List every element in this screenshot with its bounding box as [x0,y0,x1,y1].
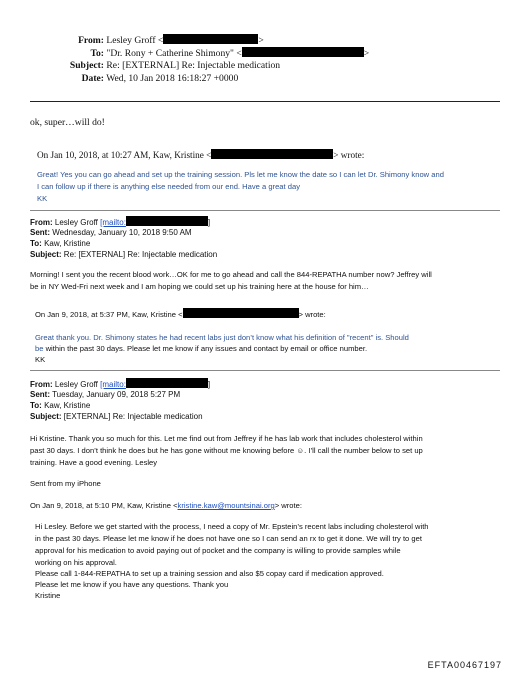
header-subject-label: Subject: [69,60,104,71]
quote1-intro-tail: > wrote: [333,150,365,160]
msg3-from-value: Lesley Groff [54,380,98,389]
msg3-to-row [30,400,90,411]
msg3-subject-value: [EXTERNAL] Re: Injectable medication [63,412,203,421]
quote3-sign: Kristine [35,591,61,600]
redaction-bar [126,378,211,389]
msg3-to-value: Kaw, Kristine [44,401,91,410]
msg2-subject-value: Re: [EXTERNAL] Re: Injectable medication [63,250,218,259]
msg2-to-label: To: [30,239,42,248]
header-to-label: To: [90,48,104,59]
msg2-line2: be in NY Wed-Fri next week and I am hoping we could set up his training here at the house for him… [30,282,369,291]
message-divider [30,370,500,371]
redaction-bar [163,34,258,44]
header-from-label: From: [78,35,104,46]
quote2-intro [35,308,326,320]
quote3-line5: Please call 1-844-REPATHA to set up a training session and also $5 copay card if medication approved. [35,569,384,578]
quote1-line1: Great! Yes you can go ahead and set up the training session. Pls let me know the date so I can let Dr. Shimony know and [37,170,444,179]
msg3-to-label: To: [30,401,42,410]
msg3-line3: training. Have a good evening. Lesley [30,458,158,467]
header-to-tail: > [363,48,370,59]
quote2-line2-blue: be [35,344,44,353]
header-date-row [28,73,238,85]
msg3-sent-row [30,389,180,400]
header-date-label: Date: [81,73,104,84]
msg3-mailto-tail: ] [207,380,211,389]
document-id: EFTA00467197 [427,660,502,670]
redaction-bar [211,149,333,159]
quote2-line2 [35,343,367,354]
quote1-line2: I can follow up if there is anything else needed from our end. Have a great day [37,182,300,191]
msg2-subject-row [30,249,217,260]
quote3-line1: Hi Lesley. Before we get started with the process, I need a copy of Mr. Epstein’s recent labs including cholesterol with [35,522,429,531]
msg3-line2 [30,445,423,456]
quote1-intro [37,149,364,160]
quote2-line1: Great thank you. Dr. Shimony states he had recent labs just don’t know what his definition of "recent" is. Should [35,333,409,342]
msg3-line2-text: past 30 days. I don’t think he does but he has gone without me knowing before [30,446,297,455]
header-divider [30,101,500,102]
msg3-from-label: From: [30,380,53,389]
msg3-sent-label: Sent: [30,390,50,399]
header-to-row [28,47,369,60]
quote1-sign: KK [37,194,48,203]
quote2-intro-text: On Jan 9, 2018, at 5:37 PM, Kaw, Kristine < [35,310,183,319]
quote3-intro-tail: > wrote: [274,501,302,510]
quote1-intro-text: On Jan 10, 2018, at 10:27 AM, Kaw, Kristine < [37,150,212,160]
quote3-line6: Please let me know if you have any questions. Thank you [35,580,229,589]
header-from-value: Lesley Groff < [106,35,164,46]
msg2-mailto-link[interactable]: [mailto: [100,218,126,227]
msg3-line1: Hi Kristine. Thank you so much for this. Let me find out from Jeffrey if he has lab work that includes cholesterol within [30,434,423,443]
msg2-sent-value: Wednesday, January 10, 2018 9:50 AM [52,228,192,237]
msg2-subject-label: Subject: [30,250,62,259]
msg3-subject-row [30,411,203,422]
header-date-value: Wed, 10 Jan 2018 16:18:27 +0000 [106,73,239,84]
quote3-email-link[interactable]: kristine.kaw@mountsinai.org [177,501,275,510]
message-divider [30,210,500,211]
redaction-bar [126,216,211,227]
msg3-line2-tail: . I’ll call the number below to set up [304,446,423,455]
quote2-line2-rest: within the past 30 days. Please let me know if any issues and contact by email or office number. [43,344,368,353]
msg3-sent-from: Sent from my iPhone [30,479,101,488]
msg2-to-row [30,238,90,249]
msg3-mailto-link[interactable]: [mailto: [100,380,126,389]
quote3-line3: approval for his medication to avoid paying out of pocket and the company is willing to provide samples while [35,546,401,555]
header-to-value: "Dr. Rony + Catherine Shimony" < [106,48,242,59]
header-from-row [28,34,264,47]
smiley-icon: ☺ [296,446,305,455]
header-subject-row [28,60,280,72]
msg2-sent-row [30,227,192,238]
msg3-sent-value: Tuesday, January 09, 2018 5:27 PM [52,390,181,399]
msg2-from-value: Lesley Groff [54,218,98,227]
quote3-line2: in the past 30 days. Please let me know if he does not have one so I can send an rx to get it done. We will try to get [35,534,422,543]
msg3-subject-label: Subject: [30,412,62,421]
header-from-tail: > [258,35,264,46]
quote3-intro-text: On Jan 9, 2018, at 5:10 PM, Kaw, Kristine < [30,501,178,510]
msg2-line1: Morning! I sent you the recent blood work…OK for me to go ahead and call the 844-REPATHA number now? Jeffrey will [30,270,432,279]
reply-body: ok, super…will do! [30,117,105,128]
quote3-intro [30,500,302,511]
redaction-bar [242,47,364,57]
msg2-to-value: Kaw, Kristine [44,239,91,248]
quote3-line4: working on his approval. [35,558,117,567]
msg2-mailto-tail: ] [207,218,211,227]
msg2-from-label: From: [30,218,53,227]
header-subject-value: Re: [EXTERNAL] Re: Injectable medication [106,60,281,71]
redaction-bar [183,308,299,318]
quote2-intro-tail: > wrote: [298,310,326,319]
msg2-sent-label: Sent: [30,228,50,237]
quote2-sign: KK [35,355,46,364]
